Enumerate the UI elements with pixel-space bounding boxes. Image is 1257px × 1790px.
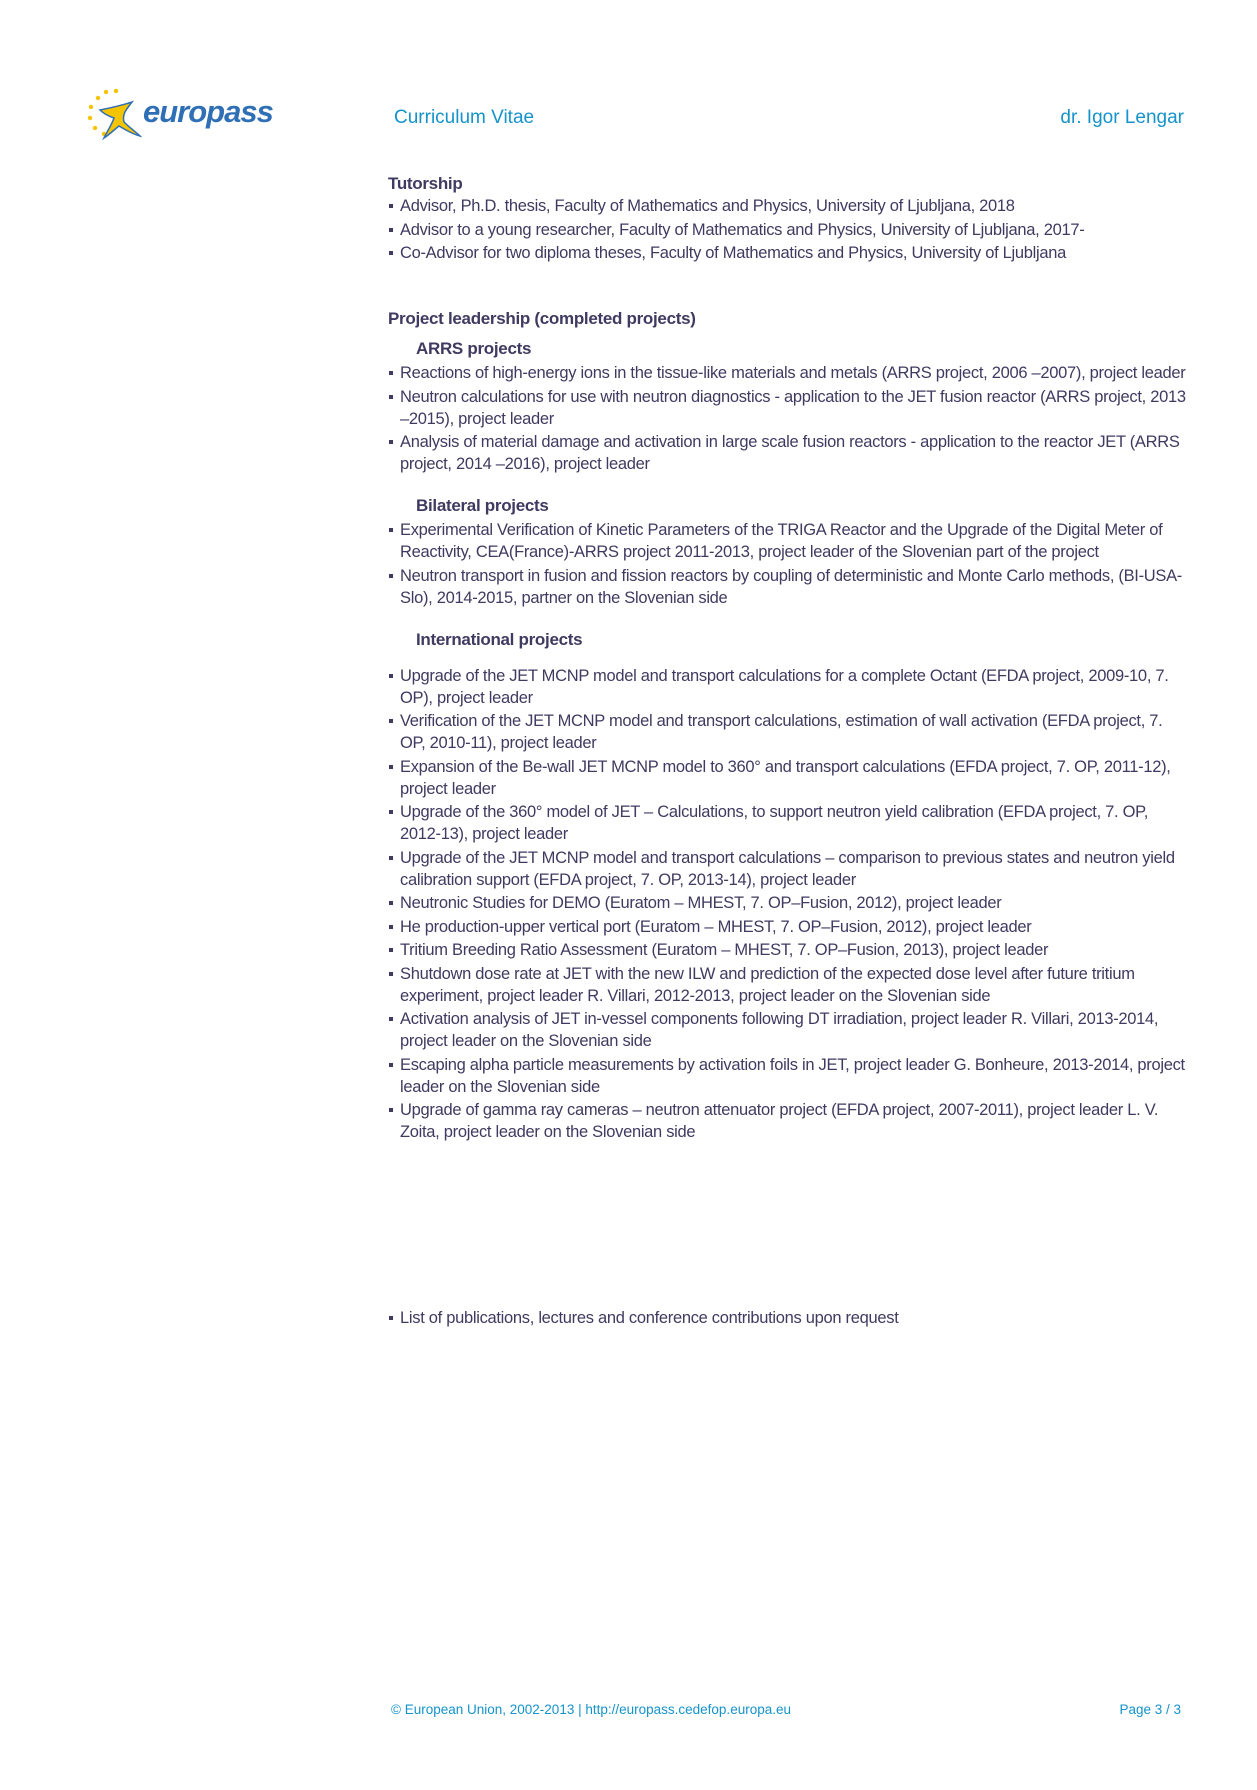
list-item: Shutdown dose rate at JET with the new ILW and prediction of the expected dose level after future tritium experiment, project leader R. Villari, 2012-2013, project leader on the Slovenian side [388,963,1188,1007]
arrs-projects-heading: ARRS projects [416,339,532,358]
footer-copyright: © European Union, 2002-2013 | http://europass.cedefop.europa.eu [391,1702,791,1717]
list-item: He production-upper vertical port (Euratom – MHEST, 7. OP–Fusion, 2012), project leader [388,916,1188,938]
list-item: Expansion of the Be-wall JET MCNP model to 360° and transport calculations (EFDA project, 7. OP, 2011-12), project leader [388,756,1188,800]
list-item: Tritium Breeding Ratio Assessment (Euratom – MHEST, 7. OP–Fusion, 2013), project leader [388,939,1188,961]
list-item: Activation analysis of JET in-vessel components following DT irradiation, project leader R. Villari, 2013-2014, project leader on the Slovenian side [388,1008,1188,1052]
bilateral-projects-heading: Bilateral projects [416,496,549,515]
publications-list [388,1307,1188,1329]
europass-logo [86,88,276,140]
candidate-name: dr. Igor Lengar [1060,107,1184,128]
logo-text: europass [143,94,273,129]
page-title: Curriculum Vitae [394,107,535,128]
tutorship-list [388,195,1188,264]
list-item: Advisor to a young researcher, Faculty of Mathematics and Physics, University of Ljubljana, 2017- [388,219,1188,241]
list-item: Experimental Verification of Kinetic Parameters of the TRIGA Reactor and the Upgrade of the Digital Meter of Reactivity, CEA(France)-ARRS project 2011-2013, project leader of the Slovenian part of the project [388,519,1188,563]
project-leadership-heading: Project leadership (completed projects) [388,309,696,328]
list-item: Neutronic Studies for DEMO (Euratom – MHEST, 7. OP–Fusion, 2012), project leader [388,892,1188,914]
list-item: Neutron calculations for use with neutron diagnostics - application to the JET fusion reactor (ARRS project, 2013 –2015), project leader [388,386,1188,430]
list-item: Upgrade of the 360° model of JET – Calculations, to support neutron yield calibration (EFDA project, 7. OP, 2012-13), project leader [388,801,1188,845]
list-item: Upgrade of the JET MCNP model and transport calculations for a complete Octant (EFDA project, 2009-10, 7. OP), project leader [388,665,1188,709]
list-item: Upgrade of the JET MCNP model and transport calculations – comparison to previous states and neutron yield calibration support (EFDA project, 7. OP, 2013-14), project leader [388,847,1188,891]
bilateral-projects-list [388,519,1188,609]
arrs-projects-list [388,362,1188,475]
tutorship-heading: Tutorship [388,174,463,193]
cv-content [388,173,1188,1331]
list-item: Analysis of material damage and activation in large scale fusion reactors - application to the reactor JET (ARRS project, 2014 –2016), project leader [388,431,1188,475]
list-item: Reactions of high-energy ions in the tissue-like materials and metals (ARRS project, 2006 –2007), project leader [388,362,1188,384]
list-item: Escaping alpha particle measurements by activation foils in JET, project leader G. Bonheure, 2013-2014, project leader on the Slovenian side [388,1054,1188,1098]
list-item: Co-Advisor for two diploma theses, Faculty of Mathematics and Physics, University of Ljubljana [388,242,1188,264]
list-item: List of publications, lectures and conference contributions upon request [388,1307,1188,1329]
international-projects-list [388,665,1188,1144]
international-projects-heading: International projects [416,629,583,649]
list-item: Upgrade of gamma ray cameras – neutron attenuator project (EFDA project, 2007-2011), project leader L. V. Zoita, project leader on the Slovenian side [388,1099,1188,1143]
tutorship-section [388,173,1188,264]
list-item: Neutron transport in fusion and fission reactors by coupling of deterministic and Monte Carlo methods, (BI-USA-Slo), 2014-2015, partner on the Slovenian side [388,565,1188,609]
list-item: Verification of the JET MCNP model and transport calculations, estimation of wall activation (EFDA project, 7. OP, 2010-11), project leader [388,710,1188,754]
project-leadership-section [388,308,1188,1143]
page-number: Page 3 / 3 [1119,1702,1181,1717]
list-item: Advisor, Ph.D. thesis, Faculty of Mathematics and Physics, University of Ljubljana, 2018 [388,195,1188,217]
publications-section [388,1307,1188,1329]
